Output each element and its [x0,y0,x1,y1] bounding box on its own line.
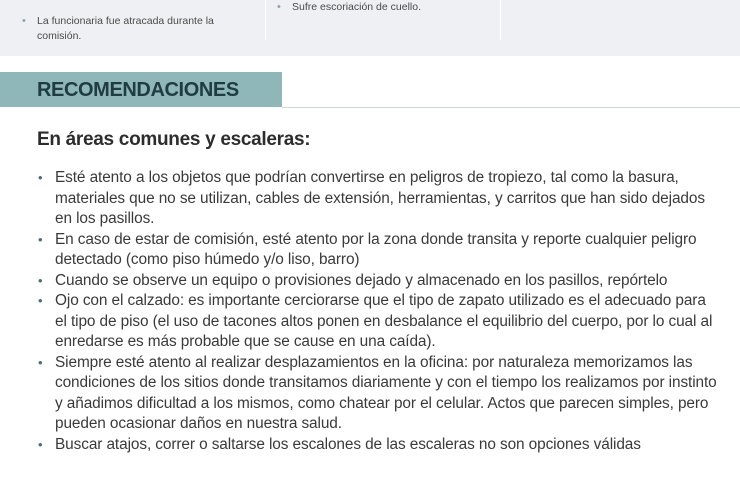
bullet-icon: • [277,1,281,13]
subheading: En áreas comunes y escaleras: [37,129,311,150]
list-item-text: Ojo con el calzado: es importante cerciorarse que el tipo de zapato utilizado es el adecuado para el tipo de piso (el uso de tacones altos ponen en desbalance el equilibrio del cuerpo, por lo cual al enredarse es más probable que se cause en una caída). [55,292,713,350]
list-item-text: Cuando se observe un equipo o provisiones dejado y almacenado en los pasillos, repórtelo [55,271,668,289]
bullet-icon: • [38,272,43,288]
incident-summary-band [0,0,740,56]
bullet-icon: • [38,436,43,452]
incident-column-right [501,0,740,40]
list-item-text: Esté atento a los objetos que podrían convertirse en peligros de tropiezo, tal como la basura, materiales que no se utilizan, cables de extensión, herramientas, y carritos que han sido dejados en los pasillos. [55,169,705,227]
incident-item-middle [277,0,492,15]
section-divider [282,107,740,108]
list-item [38,353,718,435]
list-item-text: Buscar atajos, correr o saltarse los escalones de las escaleras no son opciones válidas [55,435,641,453]
bullet-icon: • [38,170,43,185]
list-item [38,291,718,353]
bullet-icon: • [22,15,26,27]
section-title: RECOMENDACIONES [37,79,239,101]
bullet-icon: • [38,354,43,370]
list-item [38,168,718,230]
recommendation-list [38,168,718,455]
bullet-icon: • [38,231,43,247]
list-item-text: Siempre esté atento al realizar desplazamientos en la oficina: por naturaleza memorizamos las condiciones de los sitios donde transitamos diariamente y con el tiempo los realizamos por instinto y añadimos dificultad a los mismos, como chatear por el celular. Actos que parecen simples, pero pueden ocasionar daños en nuestra salud. [55,353,717,432]
list-item [38,230,718,271]
bullet-icon: • [38,293,43,308]
incident-item-left [22,14,237,44]
list-item [38,271,718,292]
list-item [38,435,718,456]
incident-item-left-text: La funcionaria fue atracada durante la comisión. [37,15,214,42]
list-item-text: En caso de estar de comisión, esté atento por la zona donde transita y reporte cualquier peligro detectado (como piso húmedo y/o liso, barro) [55,230,697,268]
section-banner [0,72,282,107]
incident-item-middle-text: Sufre escoriación de cuello. [292,1,421,13]
